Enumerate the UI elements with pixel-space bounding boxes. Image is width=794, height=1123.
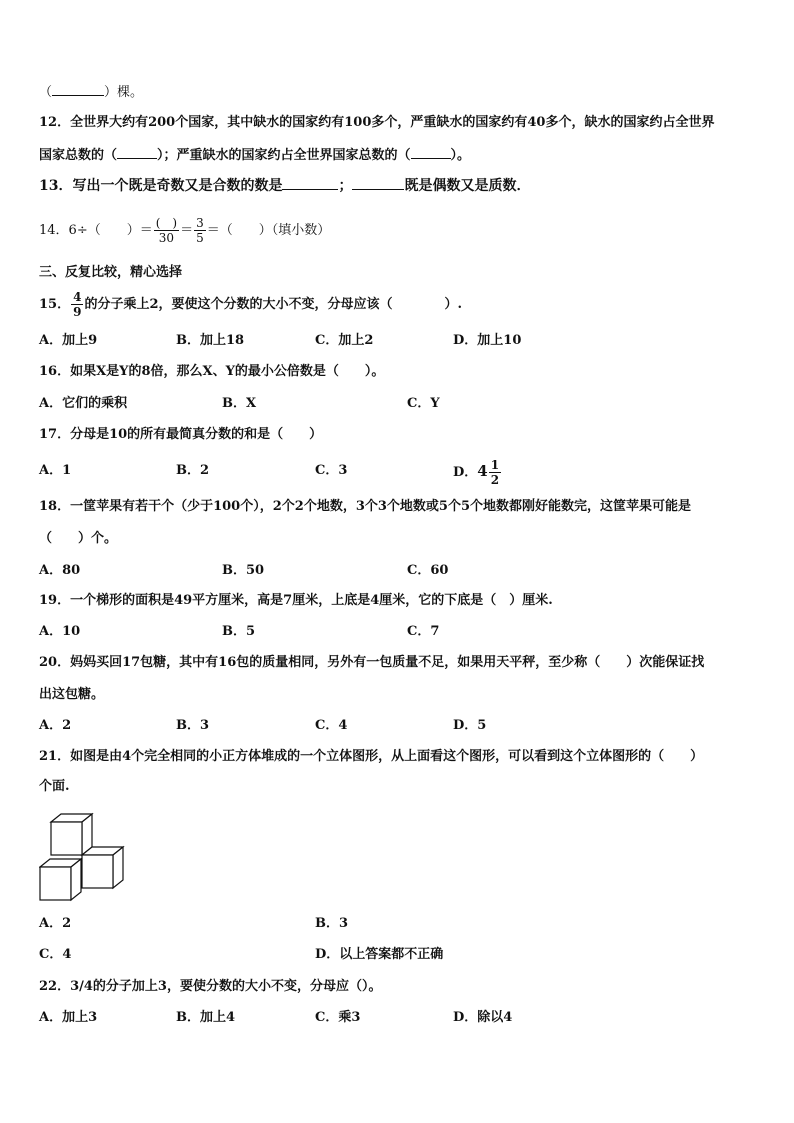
question-19: 19．一个梯形的面积是49平方厘米，高是7厘米，上底是4厘米，它的下底是（ ）厘米. [39,593,553,608]
q16-option-c[interactable]: C．Y [407,396,440,411]
question-17: 17．分母是10的所有最简真分数的和是（ ） [39,427,323,442]
answer-blank[interactable] [411,145,451,159]
q18-option-a[interactable]: A．80 [39,563,81,578]
cube-stack-figure [39,812,131,902]
fraction: $\frac{( )}{30}$ [155,216,178,245]
q20-option-d[interactable]: D．5 [453,718,487,733]
answer-blank[interactable] [282,176,338,190]
q15-option-c[interactable]: C．加上2 [315,333,374,348]
q19-option-c[interactable]: C．7 [407,624,440,639]
question-12-line1: 12．全世界大约有200个国家，其中缺水的国家约有100多个，严重缺水的国家约有40多个，缺水的国家约占全世界 [39,115,715,130]
question-21-line2: 个面. [39,779,70,794]
q20-option-b[interactable]: B．3 [176,718,210,733]
q21-option-b[interactable]: B．3 [315,916,349,931]
question-22: 22．3/4的分子加上3，要使分数的大小不变，分母应（）。 [39,979,382,994]
cube-front-face [51,822,82,855]
q22-option-c[interactable]: C．乘3 [315,1010,361,1025]
q18-option-b[interactable]: B．50 [222,563,265,578]
question-18-line1: 18．一筐苹果有若干个（少于100个），2个2个地数，3个3个地数或5个5个地数都刚好能数完，这筐苹果可能是 [39,499,692,514]
q22-option-a[interactable]: A．加上3 [39,1010,98,1025]
cube-front-face [40,867,71,900]
question-14: 14．6÷（ ）＝ $\frac{( )}{30}$ ＝ $\frac{3}{5}$ ＝（ ）（填小数） [39,216,331,245]
q21-option-d[interactable]: D．以上答案都不正确 [315,947,444,962]
q11-tail: （ ）棵。 [39,82,143,102]
question-20-line2: 出这包糖。 [39,687,105,702]
answer-blank[interactable] [117,145,157,159]
q22-option-d[interactable]: D．除以4 [453,1010,513,1025]
q17-option-d[interactable]: D．4 $\frac{1}{2}$ [453,458,500,487]
q17-option-c[interactable]: C．3 [315,463,348,478]
section-heading: 三、反复比较，精心选择 [39,265,183,280]
fraction: $\frac{4}{9}$ [73,290,82,319]
q19-option-a[interactable]: A．10 [39,624,81,639]
q15-option-a[interactable]: A．加上9 [39,333,98,348]
question-20-line1: 20．妈妈买回17包糖，其中有16包的质量相同，另外有一包质量不足，如果用天平秤，至少称（ ）次能保证找 [39,655,705,670]
question-13: 13．写出一个既是奇数又是合数的数是 ； 既是偶数又是质数． [39,178,531,194]
cube-front-face [82,855,113,888]
fraction: $\frac{1}{2}$ [490,458,500,487]
question-15: 15． $\frac{4}{9}$ 的分子乘上2，要使这个分数的大小不变，分母应该（ ）. [39,290,463,319]
q15-option-d[interactable]: D．加上10 [453,333,522,348]
q21-option-a[interactable]: A．2 [39,916,72,931]
answer-blank[interactable] [52,82,104,96]
q21-option-c[interactable]: C．4 [39,947,72,962]
q17-option-a[interactable]: A．1 [39,463,72,478]
cube-side-face [71,859,81,900]
cube-side-face [113,847,123,888]
q22-option-b[interactable]: B．加上4 [176,1010,236,1025]
q20-option-c[interactable]: C．4 [315,718,348,733]
q16-option-a[interactable]: A．它们的乘积 [39,396,128,411]
question-16: 16．如果X是Y的8倍，那么X、Y的最小公倍数是（ ）。 [39,364,385,379]
q19-option-b[interactable]: B．5 [222,624,256,639]
q18-option-c[interactable]: C．60 [407,563,449,578]
q20-option-a[interactable]: A．2 [39,718,72,733]
answer-blank[interactable] [352,176,404,190]
q16-option-b[interactable]: B．X [222,396,257,411]
q17-option-b[interactable]: B．2 [176,463,210,478]
question-18-line2: （ ）个。 [39,531,118,546]
question-12-line2: 国家总数的（ ）；严重缺水的国家约占全世界国家总数的（ ）。 [39,145,470,165]
q15-option-b[interactable]: B．加上18 [176,333,245,348]
question-21-line1: 21．如图是由4个完全相同的小正方体堆成的一个立体图形，从上面看这个图形，可以看到这个立体图形的（ ） [39,749,704,764]
fraction: $\frac{3}{5}$ [196,216,204,245]
